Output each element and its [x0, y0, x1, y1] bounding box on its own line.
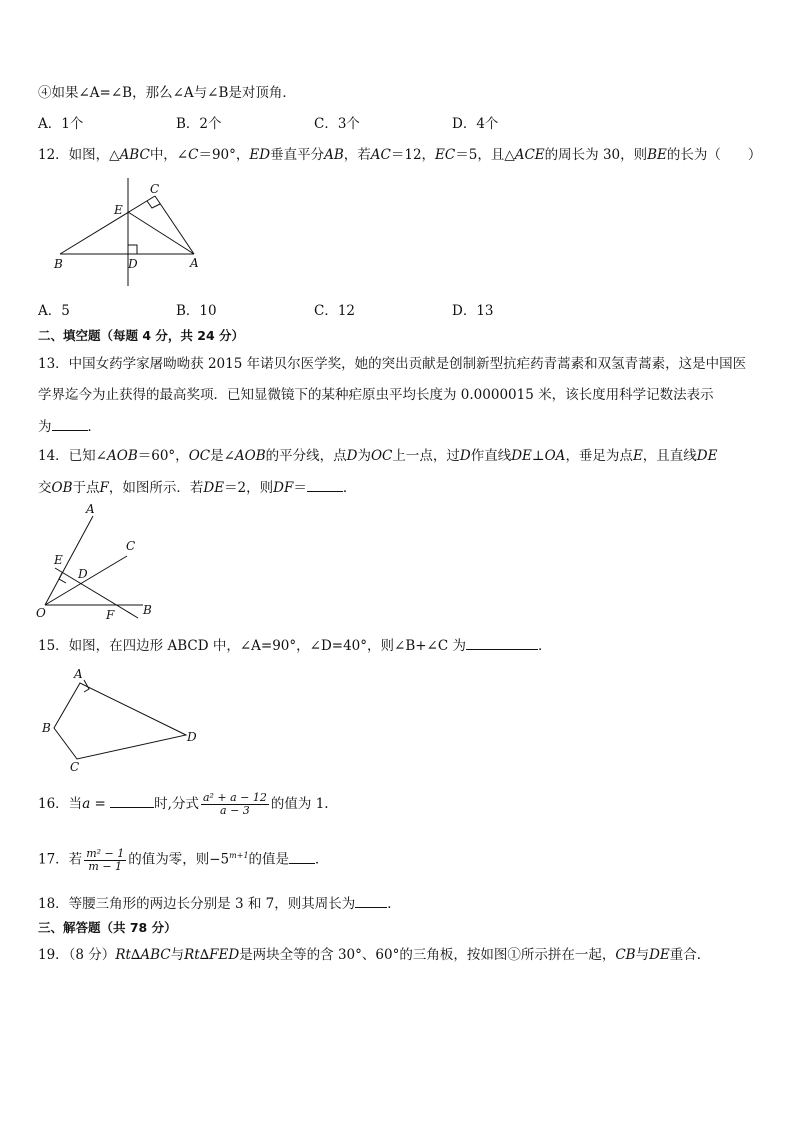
- q12-option-d: D．13: [452, 303, 494, 319]
- q12-label-e: E: [114, 203, 123, 217]
- section3-heading: 三、解答题（共 78 分）: [38, 920, 177, 935]
- q12-line-ea: [128, 212, 194, 254]
- q11-option-b: B．2个: [176, 116, 222, 132]
- q12-line-bc: [60, 196, 155, 254]
- q11-option-d: D．4个: [452, 116, 499, 132]
- q14-label-d: D: [78, 567, 88, 581]
- q12-right-angle-d: [128, 245, 137, 254]
- q13-line2: 学界迄今为止获得的最高奖项．已知显微镜下的某种疟原虫平均长度为 0.0000015 米，该长度用科学记数法表示: [38, 387, 714, 403]
- q12-option-b: B．10: [176, 303, 217, 319]
- q12-option-a: A．5: [38, 303, 70, 319]
- q12-label-d: D: [128, 257, 138, 271]
- q12-option-c: C．12: [314, 303, 356, 319]
- q12-right-angle-c: [147, 201, 160, 208]
- q15-label-b: B: [42, 721, 51, 735]
- q11-item4: ④如果∠A=∠B，那么∠A与∠B是对顶角．: [38, 85, 296, 101]
- q14-label-e: E: [54, 553, 63, 567]
- q16-answer-blank: [110, 794, 154, 808]
- q13-line3: 为 ．: [38, 419, 101, 435]
- q15-figure: [38, 665, 203, 775]
- section2-heading: 二、填空题（每题 4 分，共 24 分）: [38, 328, 245, 343]
- q15-label-a: A: [74, 667, 83, 681]
- q14-line2: 交OB于点F，如图所示．若DE＝2，则DF＝ ．: [38, 480, 357, 496]
- q19-stem: 19．（8 分）Rt∆ABC与Rt∆FED是两块全等的含 30°、60°的三角板，按如图①所示拼在一起，CB与DE重合．: [38, 947, 711, 963]
- q15-stem: 15．如图，在四边形 ABCD 中，∠A=90°，∠D=40°，则∠B+∠C 为 ．: [38, 638, 552, 654]
- q14-line-de: [55, 568, 138, 618]
- q12-label-b: B: [54, 257, 63, 271]
- q12-label-c: C: [150, 182, 160, 196]
- q18-answer-blank: [355, 894, 387, 908]
- q13-answer-blank: [52, 417, 88, 431]
- q17-answer-blank: [289, 850, 315, 864]
- q15-answer-blank: [466, 636, 538, 650]
- q14-label-c: C: [126, 539, 136, 553]
- q11-option-c: C．3个: [314, 116, 360, 132]
- q16-fraction: $\frac{\text{a² + a − 12}}{a - 3}$: [202, 791, 267, 817]
- q12-stem: 12．如图，△ABC中，∠C＝90°，ED垂直平分AB，若AC＝12，EC＝5，且△ACE的周长为 30，则BE的长为（ ）: [38, 147, 762, 163]
- q14-label-b: B: [143, 603, 152, 617]
- q14-ray-oa: [45, 516, 93, 605]
- q12-label-a: A: [190, 256, 199, 270]
- q14-label-a: A: [86, 502, 95, 516]
- q14-line1: 14．已知∠AOB＝60°，OC是∠AOB的平分线，点D为OC上一点，过D作直线DE⊥OA，垂足为点E，且直线DE: [38, 448, 718, 464]
- q14-label-o: O: [36, 606, 46, 620]
- q13-line1: 13．中国女药学家屠呦呦获 2015 年诺贝尔医学奖，她的突出贡献是创制新型抗疟药青蒿素和双氢青蒿素，这是中国医: [38, 356, 747, 372]
- q14-label-f: F: [106, 608, 115, 622]
- q12-line-ca: [155, 196, 194, 254]
- q18-stem: 18．等腰三角形的两边长分别是 3 和 7，则其周长为 ．: [38, 896, 401, 912]
- q15-label-d: D: [187, 730, 197, 744]
- q14-figure: [30, 500, 165, 625]
- q17-fraction: $\frac{\text{m² − 1}}{m - 1}$: [86, 846, 125, 873]
- q15-quadrilateral: [54, 683, 186, 759]
- q16-stem: 16．当a = 时,分式 $\frac{\text{a² + a − 12}}{a - 3}$ 的值为 1.: [38, 791, 329, 817]
- q17-stem: 17．若 $\frac{\text{m² − 1}}{m - 1}$ 的值为零，则$-5^{m+1}$的值是 ．: [38, 846, 329, 873]
- q15-label-c: C: [70, 760, 80, 774]
- q12-figure: [50, 175, 210, 290]
- q14-answer-blank: [307, 478, 343, 492]
- q11-option-a: A．1个: [38, 116, 84, 132]
